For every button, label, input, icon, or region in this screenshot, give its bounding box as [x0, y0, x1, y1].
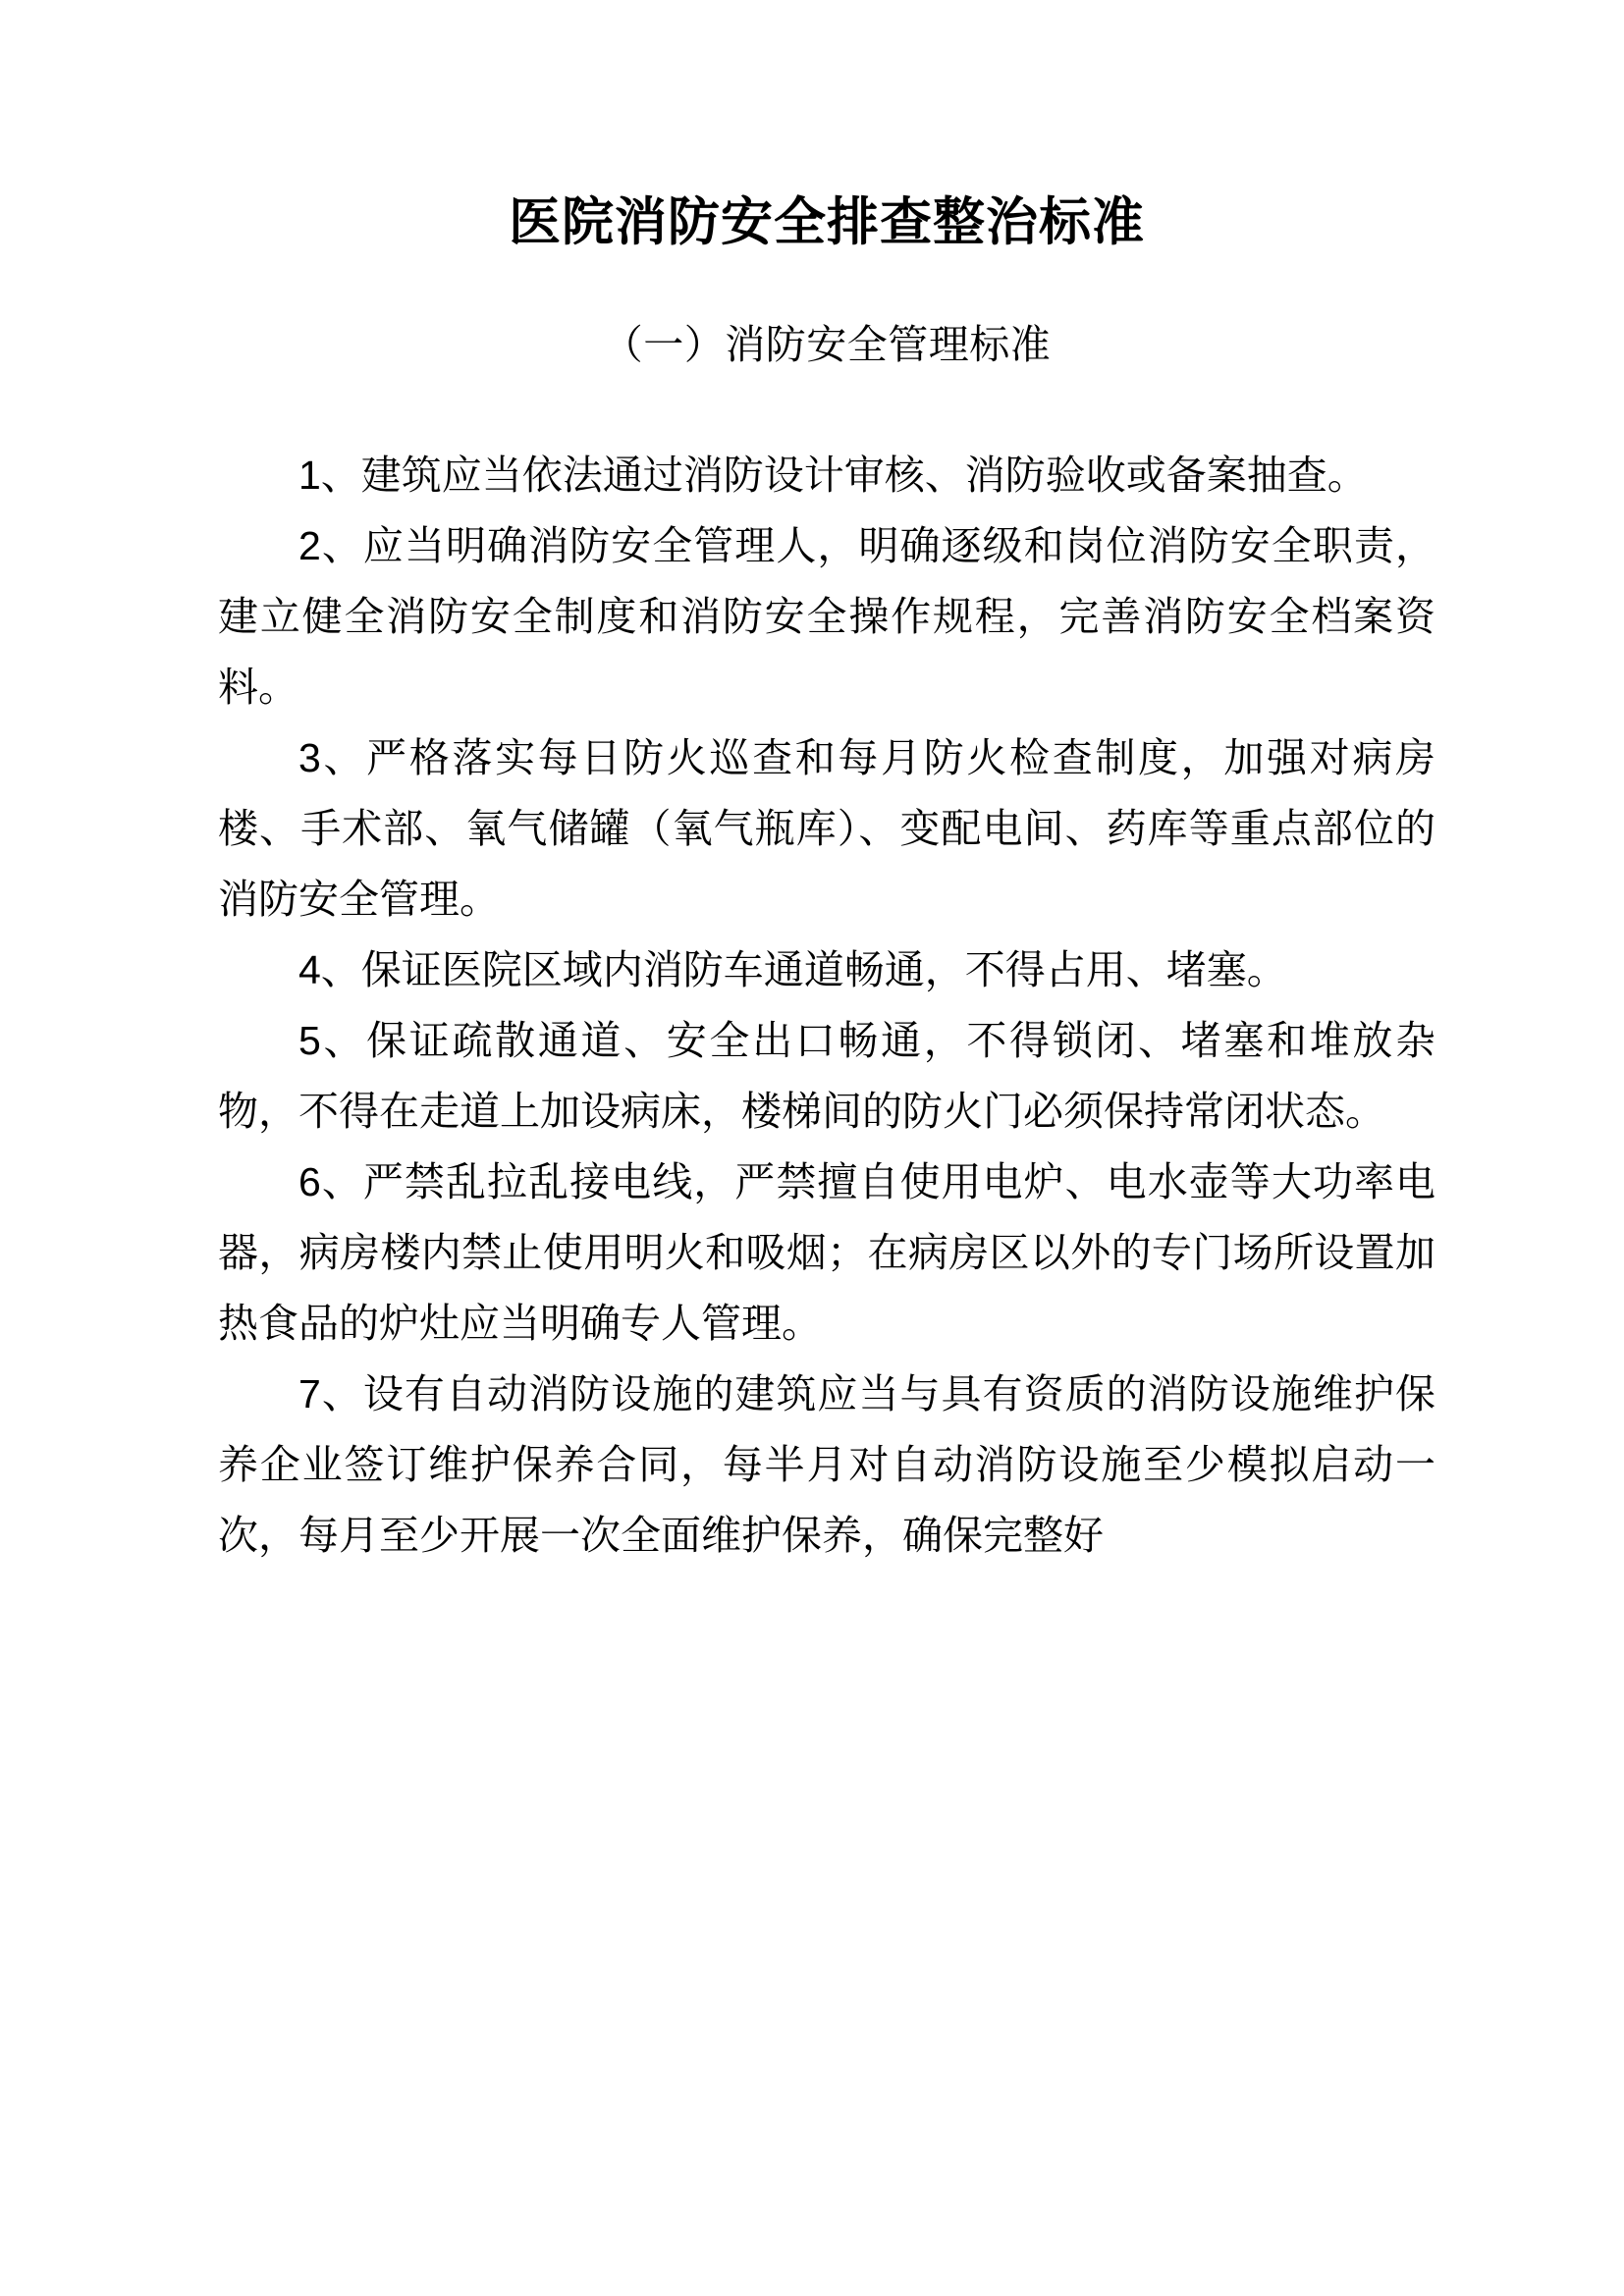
paragraph-item-6: 6、严禁乱拉乱接电线，严禁擅自使用电炉、电水壶等大功率电器，病房楼内禁止使用明火和吸烟；在病房区以外的专门场所设置加热食品的炉灶应当明确专人管理。 — [218, 1158, 1435, 1346]
body-paragraph-list — [218, 369, 1435, 1571]
document-content — [218, 0, 1435, 1571]
paragraph-item-3: 3、严格落实每日防火巡查和每月防火检查制度，加强对病房楼、手术部、氧气储罐（氧气瓶库）、变配电间、药库等重点部位的消防安全管理。 — [218, 734, 1435, 922]
paragraph-item-1: 1、建筑应当依法通过消防设计审核、消防验收或备案抽查。 — [298, 452, 1368, 498]
paragraph-item-7: 7、设有自动消防设施的建筑应当与具有资质的消防设施维护保养企业签订维护保养合同，每半月对自动消防设施至少模拟启动一次，每月至少开展一次全面维护保养，确保完整好 — [218, 1370, 1435, 1558]
page-title: 医院消防安全排查整治标准 — [509, 193, 1145, 251]
paragraph-item-5: 5、保证疏散通道、安全出口畅通，不得锁闭、堵塞和堆放杂物，不得在走道上加设病床，楼梯间的防火门必须保持常闭状态。 — [218, 1017, 1435, 1134]
section-subtitle: （一）消防安全管理标准 — [602, 321, 1052, 367]
paragraph-item-4: 4、保证医院区域内消防车通道畅通，不得占用、堵塞。 — [298, 946, 1287, 992]
paragraph-item-2: 2、应当明确消防安全管理人，明确逐级和岗位消防安全职责，建立健全消防安全制度和消防安全操作规程，完善消防安全档案资料。 — [218, 522, 1435, 710]
